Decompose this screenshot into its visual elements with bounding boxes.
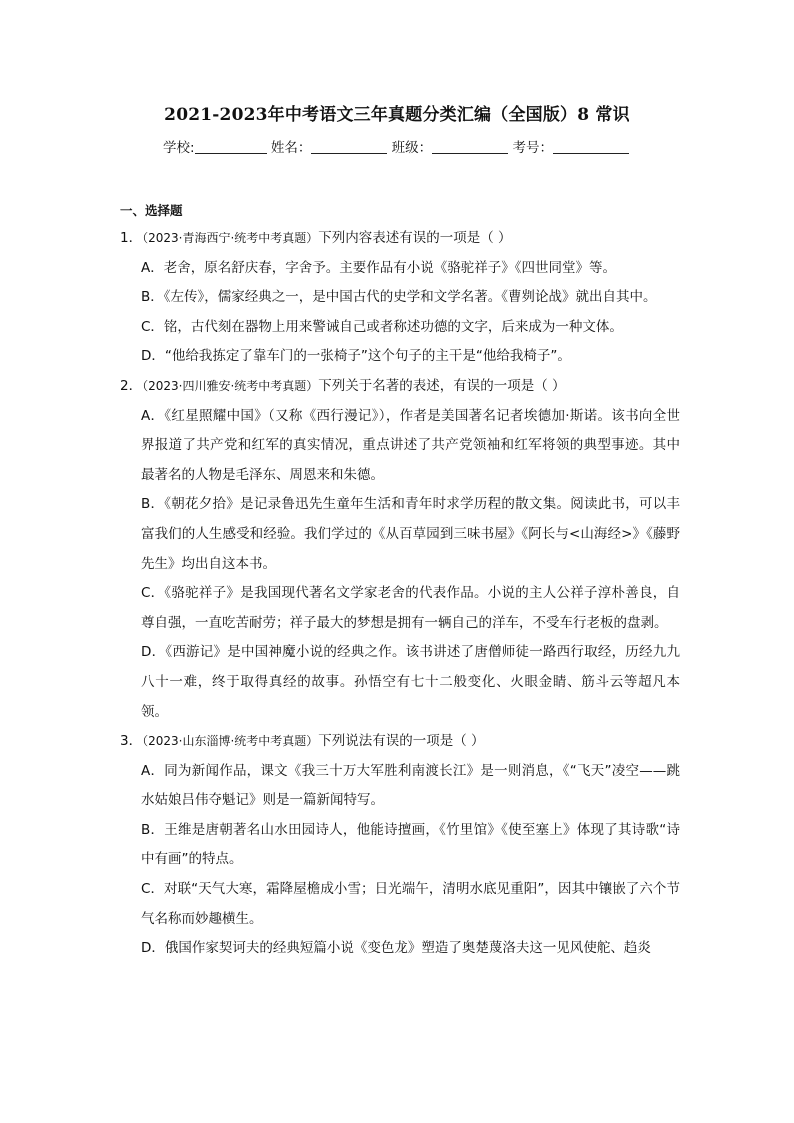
question-text: 下列说法有误的一项是（ ）: [318, 733, 485, 750]
name-blank[interactable]: [311, 138, 387, 154]
school-field: [163, 138, 267, 158]
name-label: 姓名：: [270, 140, 312, 156]
question-stem: [120, 372, 680, 402]
question-number: 2．: [120, 377, 143, 394]
question-text: 下列关于名著的表述，有误的一项是（ ）: [318, 377, 566, 394]
question-source: （2023·山东淄博·统考中考真题）: [142, 734, 319, 749]
question-number: 3．: [120, 733, 143, 750]
option-c: C．《骆驼祥子》是我国现代著名文学家老舍的代表作品。小说的主人公祥子淳朴善良，自尊自强，一直吃苦耐劳；祥子最大的梦想是拥有一辆自己的洋车，不受车行老板的盘剥。: [141, 585, 680, 631]
option-c: C．铭，古代刻在器物上用来警诫自己或者称述功德的文字，后来成为一种文体。: [141, 318, 623, 335]
option-b: B．《左传》，儒家经典之一，是中国古代的史学和文学名著。《曹刿论战》就出自其中。: [141, 289, 657, 306]
option-a: A．同为新闻作品，课文《我三十万大军胜利南渡长江》是一则消息，《“飞天”凌空——跳水姑娘吕伟夺魁记》则是一篇新闻特写。: [141, 762, 680, 809]
class-field: [392, 138, 509, 158]
option-b: B．《朝花夕拾》是记录鲁迅先生童年生活和青年时求学历程的散文集。阅读此书，可以丰富我们的人生感受和经验。我们学过的《从百草园到三味书屋》《阿长与<山海经>》《藤野先生》均出自这本书。: [141, 496, 680, 572]
class-blank[interactable]: [432, 138, 508, 154]
question-source: （2023·四川雅安·统考中考真题）: [142, 378, 319, 393]
school-label: 学校:: [163, 140, 195, 156]
class-label: 班级：: [391, 140, 433, 156]
question-text: 下列内容表述有误的一项是（ ）: [318, 230, 512, 246]
question-1: [120, 224, 680, 372]
school-blank[interactable]: [195, 138, 267, 154]
exam-number-field: [512, 138, 629, 158]
exam-number-label: 考号：: [512, 140, 553, 156]
question-2: [120, 372, 680, 727]
question-number: 1．: [120, 230, 143, 246]
option-d: D．俄国作家契诃夫的经典短篇小说《变色龙》塑造了奥楚蔑洛夫这一见风使舵、趋炎: [141, 940, 651, 957]
section-heading: 一、选择题: [120, 203, 183, 218]
question-stem: [120, 224, 680, 254]
question-stem: [120, 727, 680, 757]
document-title: 2021-2023年中考语文三年真题分类汇编（全国版）8 常识: [164, 105, 630, 125]
option-b: B．王维是唐朝著名山水田园诗人，他能诗擅画，《竹里馆》《使至塞上》体现了其诗歌“诗中有画”的特点。: [141, 821, 680, 868]
questions-list: [120, 224, 680, 964]
option-c: C．对联“天气大寒，霜降屋檐成小雪；日光端午，清明水底见重阳”，因其中镶嵌了六个节气名称而妙趣横生。: [141, 881, 680, 927]
option-d: D．“他给我拣定了靠车门的一张椅子”这个句子的主干是“他给我椅子”。: [141, 348, 571, 365]
exam-number-blank[interactable]: [553, 138, 629, 154]
option-d: D．《西游记》是中国神魔小说的经典之作。该书讲述了唐僧师徒一路西行取经，历经九九八十一难，终于取得真经的故事。孙悟空有七十二般变化、火眼金睛、筋斗云等超凡本领。: [141, 644, 680, 720]
option-a: A．《红星照耀中国》（又称《西行漫记》），作者是美国著名记者埃德加·斯诺。该书向全世界报道了共产党和红军的真实情况，重点讲述了共产党领袖和红军将领的典型事迹。其中最著名的人物是毛泽东、周恩来和朱德。: [141, 407, 680, 483]
name-field: [271, 138, 388, 158]
option-a: A．老舍，原名舒庆春，字舍予。主要作品有小说《骆驼祥子》《四世同堂》等。: [141, 259, 616, 276]
student-info-line: [163, 138, 629, 158]
question-source: （2023·青海西宁·统考中考真题）: [142, 231, 319, 245]
question-3: [120, 727, 680, 964]
